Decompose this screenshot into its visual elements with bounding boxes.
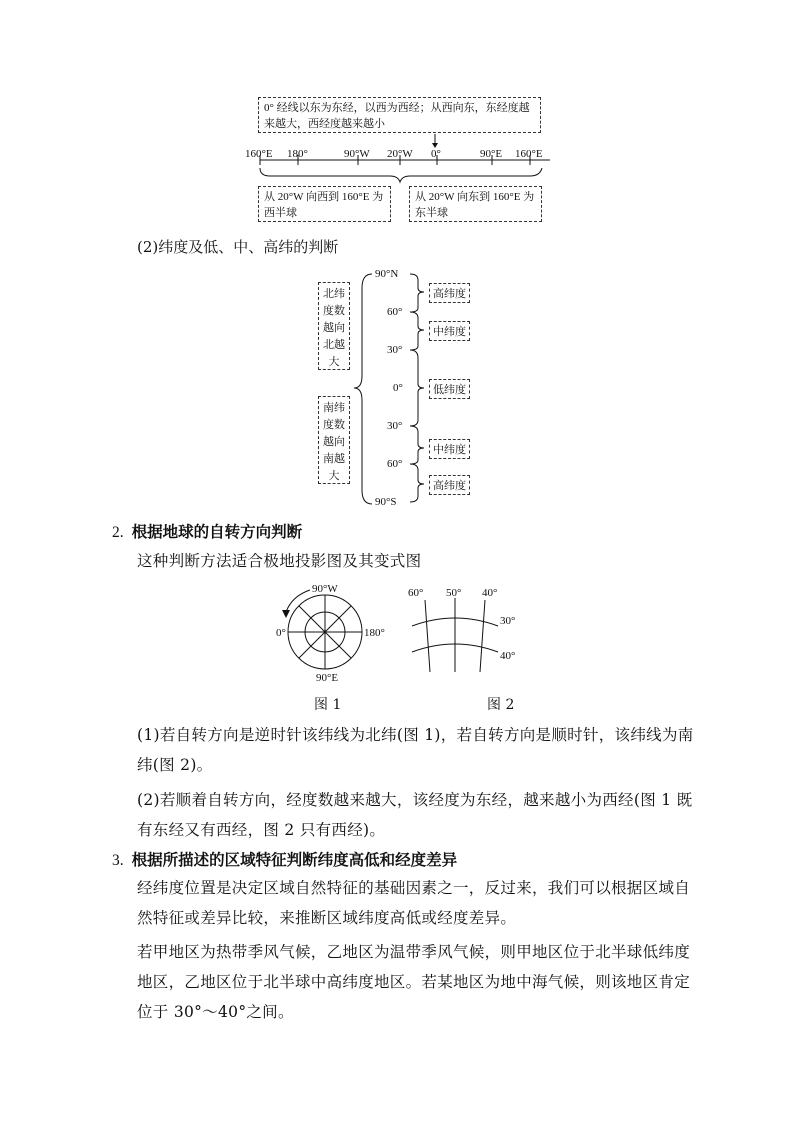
section-2-intro: 这种判断方法适合极地投影图及其变式图 <box>137 552 422 570</box>
latitude-grid <box>400 590 510 680</box>
zone-high-north: 高纬度 <box>429 283 470 303</box>
fig1-right-label: 180° <box>364 627 385 639</box>
lat-90s: 90°S <box>375 496 397 508</box>
fig2-caption: 图 2 <box>487 697 515 713</box>
south-note: 南纬度数越向南越大 <box>318 396 350 484</box>
note-east: 从 20°W 向东到 160°E 为东半球 <box>409 186 542 222</box>
tick-160e-right: 160°E <box>515 148 543 160</box>
fig2-right-30: 30° <box>500 615 516 627</box>
zone-mid-south: 中纬度 <box>429 439 470 459</box>
lat-30s: 30° <box>387 420 403 432</box>
fig2-top-40: 40° <box>482 587 498 599</box>
tick-160e-left: 160°E <box>245 148 273 160</box>
lat-90n: 90°N <box>375 268 399 280</box>
lat-30n: 30° <box>387 344 403 356</box>
fig2-top-50: 50° <box>446 587 462 599</box>
section-2-heading <box>112 520 302 542</box>
fig1-left-label: 0° <box>276 627 286 639</box>
section-2-para-2: (2)若顺着自转方向，经度数越来越大，该经度为东经，越来越小为西经(图 1 既有东经又有西经，图 2 只有西经)。 <box>137 791 693 839</box>
longitude-axis <box>240 130 560 190</box>
fig2-top-60: 60° <box>408 587 424 599</box>
subtitle-latitude: (2)纬度及低、中、高纬的判断 <box>137 238 339 256</box>
section-3-para-2: 若甲地区为热带季风气候，乙地区为温带季风气候，则甲地区位于北半球低纬度地区，乙地区位于北半球中高纬度地区。若某地区为地中海气候，则该地区肯定位于 30°～40°之间。 <box>137 943 691 1021</box>
section-3-heading <box>112 848 457 870</box>
lat-60n: 60° <box>387 306 403 318</box>
fig1-top-label: 90°W <box>312 583 338 595</box>
fig2-right-40: 40° <box>500 650 516 662</box>
section-2-para-1: (1)若自转方向是逆时针该纬线为北纬(图 1)，若自转方向是顺时针，该纬线为南纬(图 2)。 <box>137 726 694 774</box>
note-top: 0° 经线以东为东经，以西为西经；从西向东，东经度越来越大，西经度越来越小 <box>258 97 541 133</box>
tick-90w: 90°W <box>344 148 370 160</box>
section-3-title: 根据所描述的区域特征判断纬度高低和经度差异 <box>131 851 458 869</box>
section-3-number: 3. <box>112 852 124 869</box>
lat-0: 0° <box>393 382 403 394</box>
section-2-number: 2. <box>112 524 124 541</box>
section-2-title: 根据地球的自转方向判断 <box>131 523 303 541</box>
zone-mid-north: 中纬度 <box>429 321 470 341</box>
tick-0: 0° <box>431 148 441 160</box>
tick-90e: 90°E <box>480 148 503 160</box>
zone-high-south: 高纬度 <box>429 475 470 495</box>
north-note: 北纬度数越向北越大 <box>318 282 350 370</box>
lat-60s: 60° <box>387 458 403 470</box>
fig1-caption: 图 1 <box>314 697 342 713</box>
tick-180: 180° <box>287 148 308 160</box>
zone-low: 低纬度 <box>429 379 470 399</box>
section-3-para-1: 经纬度位置是决定区域自然特征的基础因素之一，反过来，我们可以根据区域自然特征或差异比较，来推断区域纬度高低或经度差异。 <box>137 879 691 927</box>
tick-20w: 20°W <box>387 148 413 160</box>
note-west: 从 20°W 向西到 160°E 为西半球 <box>258 186 391 222</box>
fig1-bottom-label: 90°E <box>316 672 339 684</box>
